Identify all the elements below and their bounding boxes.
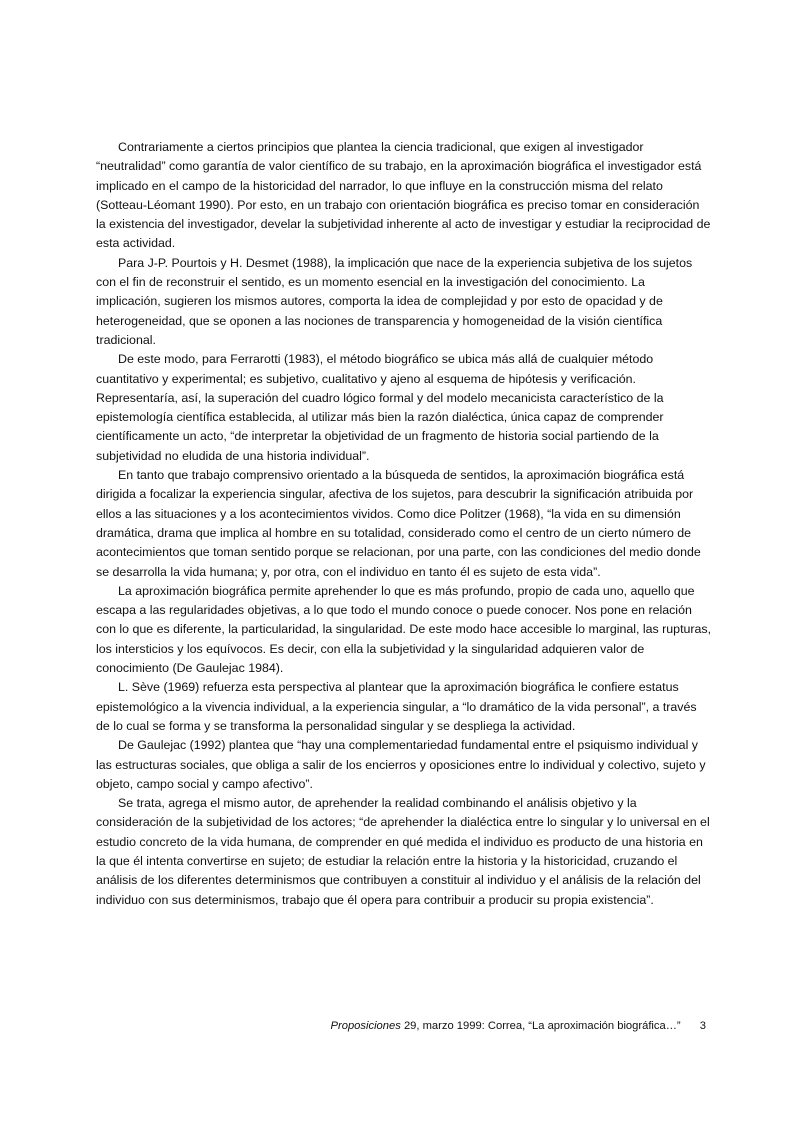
page-footer [331,1018,706,1034]
paragraph: La aproximación biográfica permite aprehender lo que es más profundo, propio de cada uno, aquello que escapa a las regularidades objetivas, a lo que todo el mundo conoce o puede conocer. Nos pone en relación con lo que es diferente, la particularidad, la singularidad. De este modo hace accesible lo marginal, las rupturas, los intersticios y los equívocos. Es decir, con ella la subjetividad y la singularidad adquieren valor de conocimiento (De Gaulejac 1984). [96,583,712,676]
paragraph: Para J-P. Pourtois y H. Desmet (1988), la implicación que nace de la experiencia subjetiva de los sujetos con el fin de reconstruir el sentido, es un momento esencial en la investigación del conocimiento. La implicación, sugieren los mismos autores, comporta la idea de complejidad y por esto de opacidad y de heterogeneidad, que se oponen a las nociones de transparencia y homogeneidad de la visión científica tradicional. [96,255,693,347]
paragraph: De este modo, para Ferrarotti (1983), el método biográfico se ubica más allá de cualquier método cuantitativo y experimental; es subjetivo, cualitativo y ajeno al esquema de hipótesis y verificación. Representaría, así, la superación del cuadro lógico formal y del modelo mecanicista característico de la epistemología científica establecida, al utilizar más bien la razón dialéctica, única capaz de comprender científicamente un acto, “de interpretar la objetividad de un fragmento de historia social partiendo de la subjetividad no eludida de una historia individual”. [96,352,664,463]
page-number: 3 [699,1020,706,1032]
body-text [96,138,712,910]
paragraph: L. Sève (1969) refuerza esta perspectiva al plantear que la aproximación biográfica le confiere estatus epistemológico a la vivencia individual, a la experiencia singular, a “lo dramático de la vida personal”, a través de lo cual se forma y se transforma la personalidad singular y se despliega la actividad. [96,680,697,733]
paragraph: Se trata, agrega el mismo autor, de aprehender la realidad combinando el análisis objetivo y la consideración de la subjetividad de los actores; “de aprehender la dialéctica entre lo singular y lo universal en el estudio concreto de la vida humana, de comprender en qué medida el individuo es producto de una historia en la que él intenta convertirse en sujeto; de estudiar la relación entre la historia y la historicidad, cruzando el análisis de los diferentes determinismos que contribuyen a constituir al individuo y el análisis de la relación del individuo con sus determinismos, trabajo que él opera para contribuir a producir su propia existencia”. [96,796,710,907]
paragraph: De Gaulejac (1992) plantea que “hay una complementariedad fundamental entre el psiquismo individual y las estructuras sociales, que obliga a salir de los encierros y oposiciones entre lo individual y colectivo, sujeto y objeto, campo social y campo afectivo”. [96,738,706,791]
footer-journal: Proposiciones [330,1020,401,1032]
footer-citation: 29, marzo 1999: Correa, “La aproximación biográfica…” [403,1020,681,1032]
paragraph: Contrariamente a ciertos principios que plantea la ciencia tradicional, que exigen al investigador “neutralidad” como garantía de valor científico de su trabajo, en la aproximación biográfica el investigador está implicado en el campo de la historicidad del narrador, lo que influye en la construcción misma del relato (Sotteau-Léomant 1990). Por esto, en un trabajo con orientación biográfica es preciso tomar en consideración la existencia del investigador, develar la subjetividad inherente al acto de investigar y estudiar la reciprocidad de esta actividad. [96,140,711,251]
paragraph: En tanto que trabajo comprensivo orientado a la búsqueda de sentidos, la aproximación biográfica está dirigida a focalizar la experiencia singular, afectiva de los sujetos, para descubrir la significación atribuida por ellos a las situaciones y a los acontecimientos vividos. Como dice Politzer (1968), “la vida en su dimensión dramática, drama que implica al hombre en su totalidad, considerado como el centro de un cierto número de acontecimientos que toman sentido porque se relacionan, por una parte, con las condiciones del medio donde se desarrolla la vida humana; y, por otra, con el individuo en tanto él es sujeto de esta vida”. [96,468,701,579]
